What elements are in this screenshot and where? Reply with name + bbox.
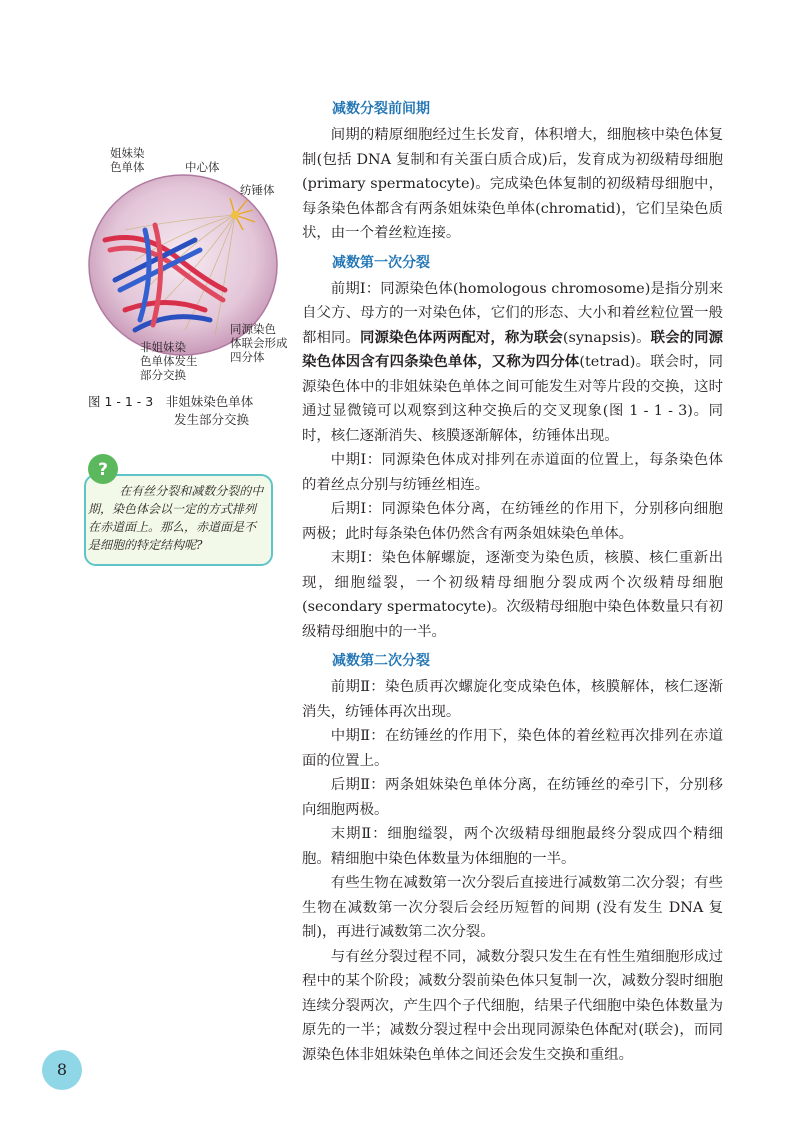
text-span: 前期Ⅰ：同源染色体(homologous chromosome)是指分别来自父方、母方的一对染色体，它们的形态、大小和着丝粒位置一般都相同。 [302, 280, 723, 346]
heading-meiosis-2: 减数第二次分裂 [332, 653, 430, 669]
text-span: (synapsis)。 [562, 329, 651, 346]
paragraph: 间期的精原细胞经过生长发育，体积增大，细胞核中染色体复制(包括 DNA 复制和有关蛋白质合成)后，发育成为初级精母细胞(primary spermatocyte)。完成染色体复制的初级精母细胞中，每条染色体都含有两条姐妹染色单体(chromatid)，它们呈染色质状，由一个着丝粒连接。 [302, 127, 723, 241]
label-tetrad: 同源染色 体联会形成 四分体 [230, 322, 288, 364]
page-number: 8 [42, 1050, 82, 1090]
figure-caption [88, 393, 253, 429]
bold-text: 联会的同源染色体因含有四条染色单体，又称为四分体 [302, 329, 723, 370]
text-span: (tetrad)。联会时，同源染色体中的非姐妹染色单体之间可能发生对等片段的交换，这时通过显微镜可以观察到这种交换后的交叉现象(图 1 - 1 - 3)。同时，核仁逐渐消失、核膜逐渐解体，纺锤体出现。 [302, 354, 723, 444]
label-sister-chromatid: 姐妹染 色单体 [110, 146, 145, 174]
paragraph: 中期Ⅰ：同源染色体成对排列在赤道面的位置上，每条染色体的着丝点分别与纺锤丝相连。 [302, 452, 723, 493]
label-nonsister: 非姐妹染 色单体发生 部分交换 [140, 340, 198, 382]
main-text [302, 98, 723, 1067]
heading-interphase: 减数分裂前间期 [332, 101, 430, 117]
paragraph: 末期Ⅰ：染色体解螺旋，逐渐变为染色质，核膜、核仁重新出现，细胞缢裂，一个初级精母细胞分裂成两个次级精母细胞(secondary spermatocyte)。次级精母细胞中染色体数量只有初级精母细胞中的一半。 [302, 550, 723, 640]
bold-text: 同源染色体两两配对，称为联会 [359, 329, 563, 346]
paragraph: 中期Ⅱ：在纺锤丝的作用下，染色体的着丝粒再次排列在赤道面的位置上。 [302, 728, 723, 769]
svg-text:?: ? [98, 460, 108, 480]
heading-meiosis-1: 减数第一次分裂 [332, 254, 430, 271]
paragraph: 前期Ⅱ：染色质再次螺旋化变成染色体，核膜解体，核仁逐渐消失，纺锤体再次出现。 [302, 679, 723, 720]
label-centrosome: 中心体 [185, 160, 220, 174]
question-icon [86, 452, 120, 486]
paragraph-prophase-1 [302, 277, 723, 449]
caption-line1: 图 1 - 1 - 3 非姐妹染色单体 [88, 394, 254, 409]
question-text: 在有丝分裂和减数分裂的中期，染色体会以一定的方式排列在赤道面上。那么，赤道面是不是细胞的特定结构呢? [88, 484, 264, 552]
paragraph: 与有丝分裂过程不同，减数分裂只发生在有性生殖细胞形成过程中的某个阶段；减数分裂前染色体只复制一次，减数分裂时细胞连续分裂两次，产生四个子代细胞，结果子代细胞中染色体数量为原先的一半；减数分裂过程中会出现同源染色体配对(联会)，而同源染色体非姐妹染色单体之间还会发生交换和重组。 [302, 948, 723, 1063]
paragraph: 末期Ⅱ：细胞缢裂，两个次级精母细胞最终分裂成四个精细胞。精细胞中染色体数量为体细胞的一半。 [302, 826, 723, 867]
paragraph: 后期Ⅰ：同源染色体分离，在纺锤丝的作用下，分别移向细胞两极；此时每条染色体仍然含有两条姐妹染色单体。 [302, 501, 723, 542]
label-spindle: 纺锤体 [240, 183, 275, 197]
caption-line2: 发生部分交换 [174, 412, 250, 427]
paragraph: 有些生物在减数第一次分裂后直接进行减数第二次分裂；有些生物在减数第一次分裂后会经历短暂的间期 (没有发生 DNA 复制)，再进行减数第二次分裂。 [302, 875, 723, 940]
paragraph: 后期Ⅱ：两条姐妹染色单体分离，在纺锤丝的牵引下，分别移向细胞两极。 [302, 777, 723, 818]
